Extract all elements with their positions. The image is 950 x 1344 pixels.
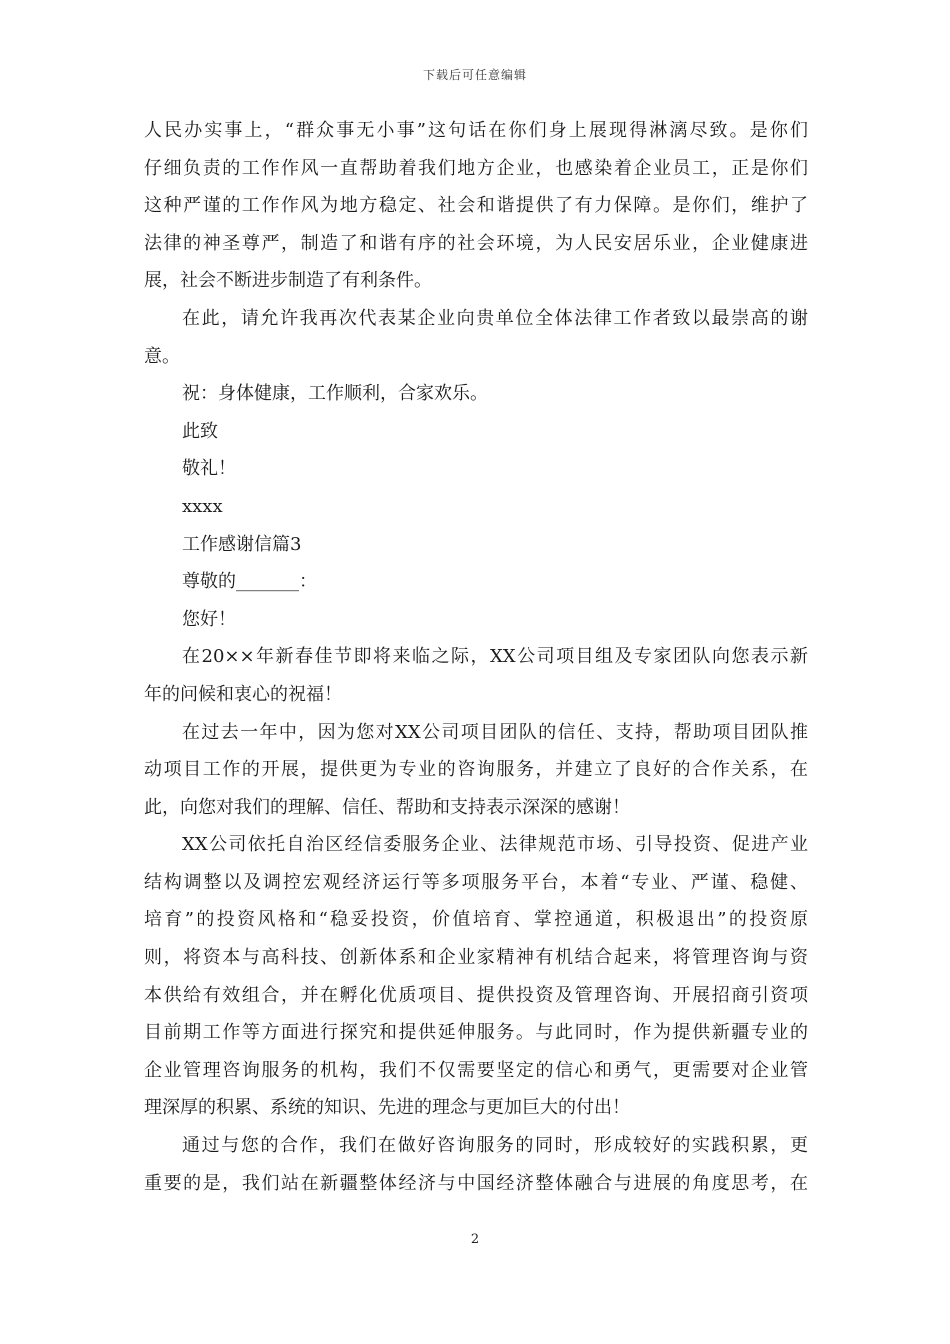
document-body — [144, 112, 808, 1202]
text-line: 培育”的投资风格和“稳妥投资，价值培育、掌控通道，积极退出”的投资原 — [144, 909, 808, 931]
text-line: 年的问候和衷心的祝福！ — [144, 683, 342, 705]
text-line: 您好！ — [182, 608, 236, 630]
text-line: 这种严谨的工作作风为地方稳定、社会和谐提供了有力保障。是你们，维护了 — [144, 195, 808, 217]
text-line: 人民办实事上，“群众事无小事”这句话在你们身上展现得淋漓尽致。是你们 — [144, 120, 808, 141]
text-line: 本供给有效组合，并在孵化优质项目、提供投资及管理咨询、开展招商引资项 — [144, 984, 808, 1006]
text-line: 此，向您对我们的理解、信任、帮助和支持表示深深的感谢！ — [144, 796, 630, 818]
text-line: 目前期工作等方面进行探究和提供延伸服务。与此同时，作为提供新疆专业的 — [144, 1022, 808, 1044]
text-line: 展，社会不断进步制造了有利条件。 — [144, 270, 432, 292]
text-line: 祝：身体健康，工作顺利，合家欢乐。 — [182, 383, 488, 405]
page-header: 下载后可任意编辑 — [422, 68, 527, 82]
text-line: 动项目工作的开展，提供更为专业的咨询服务，并建立了良好的合作关系，在 — [144, 759, 808, 781]
text-line: 仔细负责的工作作风一直帮助着我们地方企业，也感染着企业员工，正是你们 — [144, 157, 808, 179]
text-line: 重要的是，我们站在新疆整体经济与中国经济整体融合与进展的角度思考，在 — [144, 1172, 808, 1194]
text-line: 在过去一年中，因为您对XX公司项目团队的信任、支持，帮助项目团队推 — [182, 721, 808, 743]
page-number: 2 — [470, 1232, 480, 1247]
text-line: 敬礼！ — [182, 458, 236, 480]
text-line: 在20××年新春佳节即将来临之际，XX公司项目组及专家团队向您表示新 — [182, 646, 808, 668]
text-line: 企业管理咨询服务的机构，我们不仅需要坚定的信心和勇气，更需要对企业管 — [144, 1059, 808, 1081]
section-title: 工作感谢信篇3 — [182, 533, 302, 555]
text-line: 理深厚的积累、系统的知识、先进的理念与更加巨大的付出！ — [144, 1097, 630, 1119]
text-line: 通过与您的合作，我们在做好咨询服务的同时，形成较好的实践积累，更 — [182, 1135, 808, 1157]
text-line: XX公司依托自治区经信委服务企业、法律规范市场、引导投资、促进产业 — [182, 834, 808, 856]
text-line: 尊敬的_______： — [182, 571, 317, 593]
text-line: 法律的神圣尊严，制造了和谐有序的社会环境，为人民安居乐业，企业健康进 — [144, 232, 808, 254]
text-line: 此致 — [182, 420, 218, 442]
text-line: xxxx — [182, 495, 223, 517]
text-line: 则，将资本与高科技、创新体系和企业家精神有机结合起来，将管理咨询与资 — [144, 947, 808, 969]
text-line: 意。 — [144, 345, 180, 367]
text-line: 在此，请允许我再次代表某企业向贵单位全体法律工作者致以最崇高的谢 — [182, 307, 808, 329]
text-line: 结构调整以及调控宏观经济运行等多项服务平台，本着“专业、严谨、稳健、 — [144, 871, 808, 893]
